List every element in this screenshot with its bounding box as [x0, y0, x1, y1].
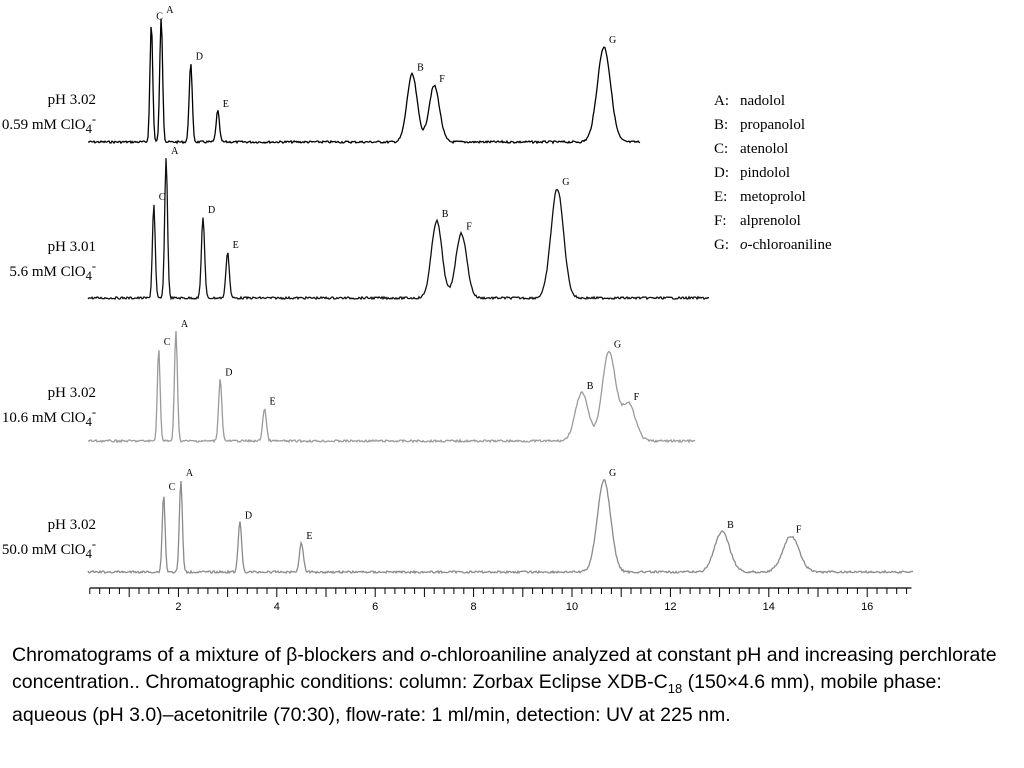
trace-label-1: [0, 91, 96, 139]
trace-4-ph: pH 3.02: [47, 517, 96, 533]
peak-label-b: B: [441, 209, 449, 220]
legend-item-b: B: propanolol: [714, 117, 805, 133]
legend-item-f: F: alprenolol: [714, 213, 801, 229]
peak-label-f: F: [466, 221, 472, 233]
trace-1-ph: pH 3.02: [47, 92, 96, 108]
peak-label-d: D: [195, 51, 203, 63]
legend-item-a: A: nadolol: [714, 93, 785, 109]
peak-label-g: G: [609, 468, 617, 480]
peak-label-f: F: [633, 392, 640, 403]
x-tick-label: 12: [664, 601, 677, 613]
x-tick-label: 8: [470, 601, 477, 613]
peak-label-d: D: [208, 204, 216, 216]
peak-label-f: F: [795, 524, 802, 536]
peak-label-c: C: [158, 192, 166, 204]
peak-label-e: E: [306, 530, 313, 542]
peak-label-c: C: [163, 337, 171, 349]
trace-2: [88, 146, 709, 299]
peak-label-e: E: [269, 396, 276, 408]
x-tick-label: 16: [861, 601, 874, 613]
legend-item-e: E: metoprolol: [714, 189, 806, 205]
trace-1-line: [88, 19, 640, 144]
trace-4: [88, 468, 913, 573]
trace-1-conc: 0.59 mM ClO$_4$-: [1, 112, 96, 136]
peak-label-e: E: [232, 239, 239, 251]
peak-label-f: F: [439, 73, 445, 85]
trace-label-3: [0, 384, 96, 432]
trace-4-line: [88, 480, 913, 573]
trace-3-ph: pH 3.02: [47, 385, 96, 401]
peak-label-a: A: [171, 146, 179, 157]
x-axis: [90, 588, 912, 613]
peak-label-g: G: [613, 339, 622, 351]
trace-3-line: [88, 331, 695, 442]
peak-label-b: B: [586, 380, 594, 392]
legend-item-c: C: atenolol: [714, 141, 789, 157]
peak-label-b: B: [417, 62, 424, 74]
peak-label-c: C: [156, 11, 163, 23]
figure-caption: Chromatograms of a mixture of β-blockers and o-chloroaniline analyzed at constant pH and increasing perchlorate concentration.. Chromatographic conditions: column: Zorbax Eclipse XDB-$C_{18}$ (150×4.6 mm), mobile phase: aqueous (pH 3.0)–acetonitrile (70:30), flow-rate: 1 ml/min, detection: UV at 225 nm.: [12, 644, 997, 726]
trace-1: [88, 5, 640, 143]
legend-item-g: G: o-chloroaniline: [714, 237, 832, 253]
trace-2-line: [88, 158, 709, 299]
trace-3: [88, 319, 695, 442]
x-tick-label: 6: [372, 601, 379, 613]
peak-label-c: C: [168, 482, 176, 494]
trace-2-ph: pH 3.01: [47, 239, 96, 255]
x-tick-label: 10: [565, 601, 579, 613]
peak-label-g: G: [609, 35, 617, 46]
peak-label-d: D: [244, 510, 253, 522]
legend-item-d: D: pindolol: [714, 165, 791, 181]
peak-label-a: A: [180, 319, 189, 331]
x-tick-label: 2: [175, 601, 182, 613]
peak-label-a: A: [185, 468, 194, 480]
peak-label-e: E: [222, 98, 229, 110]
x-tick-label: 4: [273, 601, 280, 613]
x-tick-label: 14: [762, 601, 775, 613]
trace-label-4: [0, 516, 96, 564]
peak-legend: [714, 89, 832, 257]
peak-label-b: B: [727, 520, 734, 531]
trace-4-conc: 50.0 mM ClO$_4$-: [1, 537, 96, 561]
peak-label-g: G: [562, 176, 570, 188]
peak-label-d: D: [225, 367, 233, 379]
peak-label-a: A: [166, 5, 174, 16]
trace-3-conc: 10.6 mM ClO$_4$-: [1, 405, 96, 429]
trace-label-2: [0, 238, 96, 286]
trace-2-conc: 5.6 mM ClO$_4$-: [9, 259, 96, 283]
